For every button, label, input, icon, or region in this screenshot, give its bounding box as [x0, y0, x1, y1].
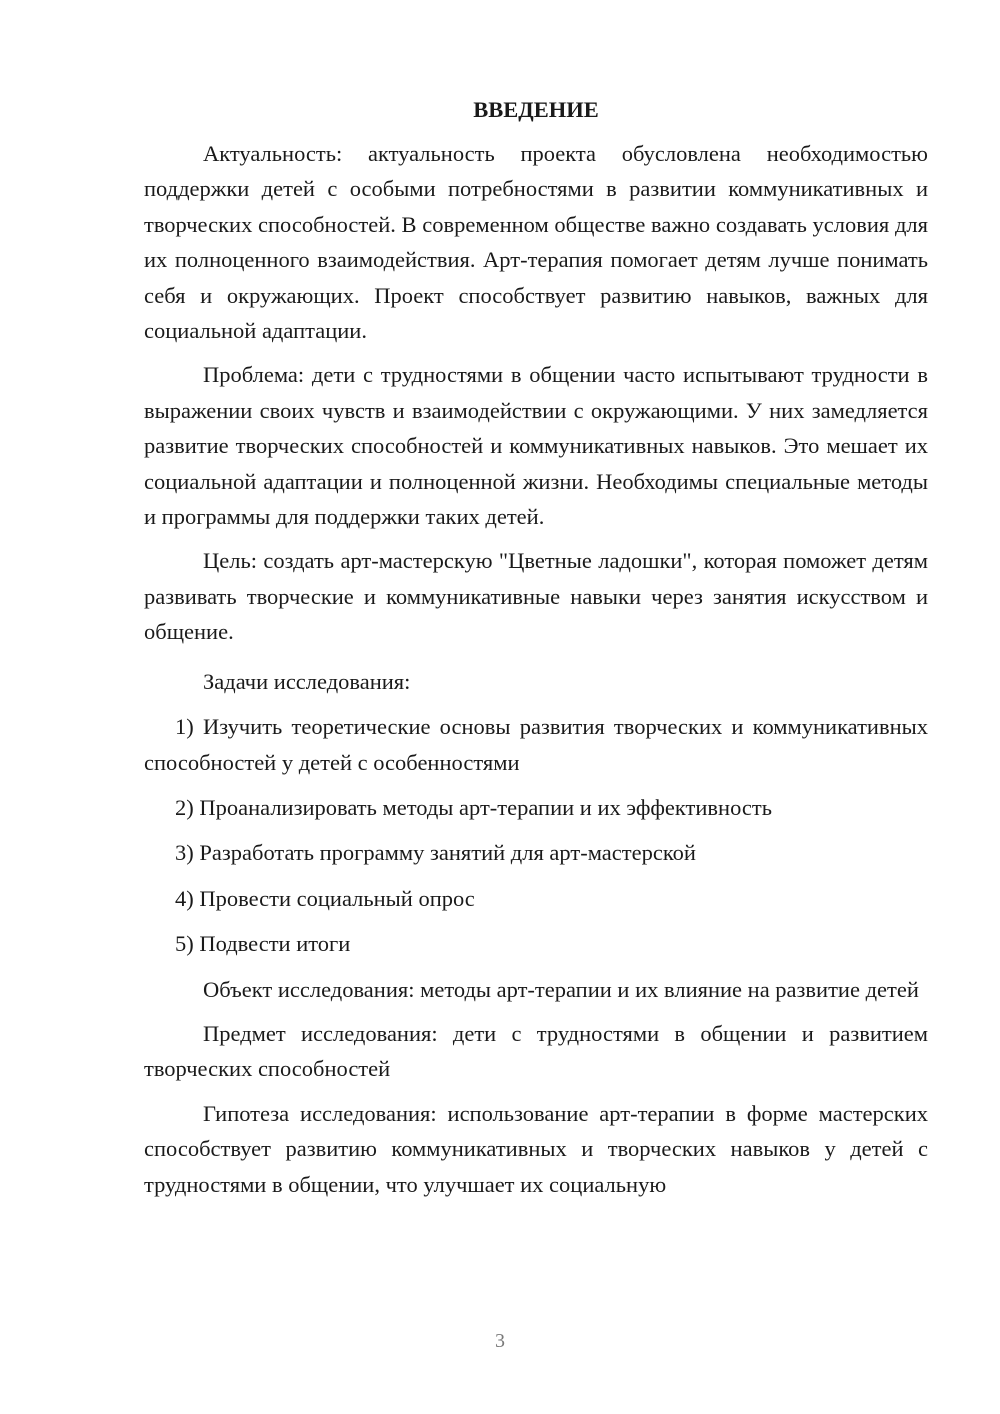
page-number: 3: [495, 1330, 505, 1352]
task-item: 4) Провести социальный опрос: [175, 885, 475, 911]
section-title: ВВЕДЕНИЕ: [473, 97, 599, 122]
task-item: 2) Проанализировать методы арт-терапии и их эффективность: [175, 794, 772, 820]
goal-paragraph: Цель: создать арт-мастерскую "Цветные ладошки", которая поможет детям развивать творческие и коммуникативные навыки через занятия искусством и общение.: [144, 548, 928, 645]
subject-paragraph: Предмет исследования: дети с трудностями в общении и развитием творческих способностей: [144, 1020, 928, 1082]
hypothesis-paragraph: Гипотеза исследования: использование арт-терапии в форме мастерских способствует развитию коммуникативных и творческих навыков у детей с трудностями в общении, что улучшает их социальную: [144, 1100, 928, 1197]
problem-paragraph: Проблема: дети с трудностями в общении часто испытывают трудности в выражении своих чувств и взаимодействии с окружающими. У них замедляется развитие творческих способностей и коммуникативных навыков. Это мешает их социальной адаптации и полноценной жизни. Необходимы специальные методы и программы для поддержки таких детей.: [144, 362, 928, 530]
task-item: 3) Разработать программу занятий для арт-мастерской: [175, 840, 696, 866]
relevance-paragraph: Актуальность: актуальность проекта обусловлена необходимостью поддержки детей с особыми потребностями в развитии коммуникативных и творческих способностей. В современном обществе важно создавать условия для их полноценного взаимодействия. Арт-терапия помогает детям лучше понимать себя и окружающих. Проект способствует развитию навыков, важных для социальной адаптации.: [144, 141, 928, 344]
task-item: 1) Изучить теоретические основы развития творческих и коммуникативных способностей у детей с особенностями: [144, 714, 928, 775]
task-item: 5) Подвести итоги: [175, 931, 351, 957]
object-paragraph: Объект исследования: методы арт-терапии и их влияние на развитие детей: [203, 976, 919, 1002]
document-page: [144, 92, 928, 1211]
tasks-heading: Задачи исследования:: [203, 668, 411, 694]
